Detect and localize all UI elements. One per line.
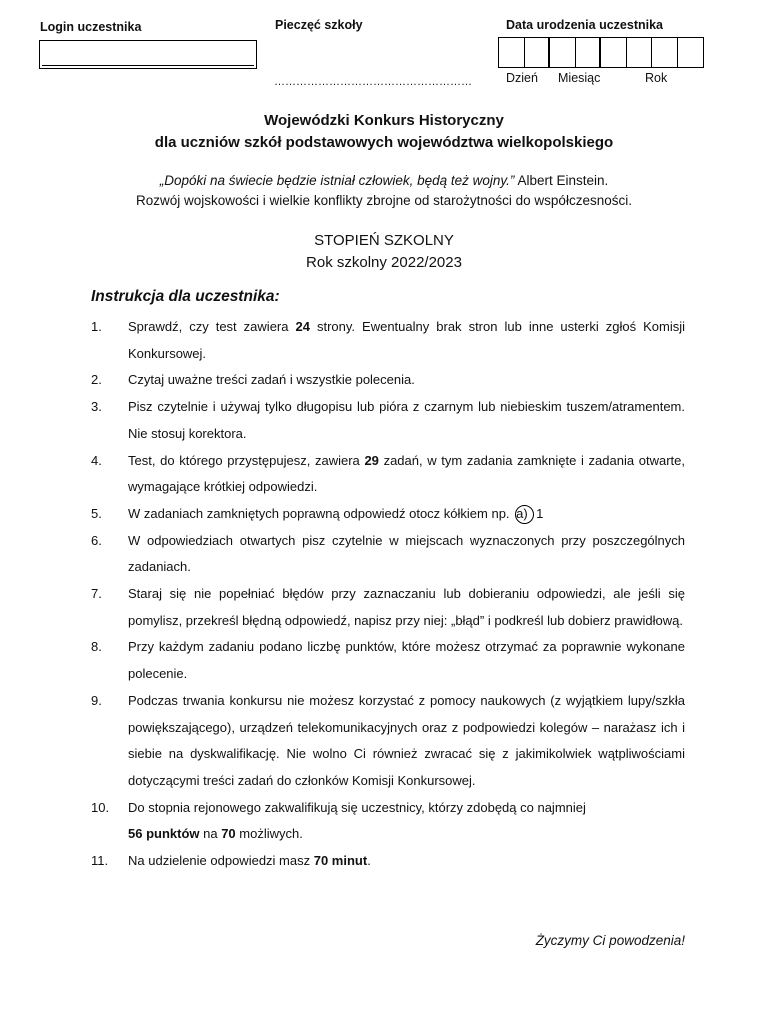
contest-theme: Rozwój wojskowości i wielkie konflikty zbrojne od starożytności do współczesności.: [136, 193, 632, 208]
dob-year-box[interactable]: [652, 38, 678, 67]
instruction-item: 3. Pisz czytelnie i używaj tylko długopisu lub pióra z czarnym lub niebieskim tuszem/atramentem. Nie stosuj korektora.: [91, 399, 685, 441]
stamp-dotted-line: ………………………………………………: [274, 76, 472, 88]
instruction-item: 2. Czytaj uważne treści zadań i wszystkie polecenia.: [91, 372, 415, 388]
login-label: Login uczestnika: [40, 20, 142, 34]
instruction-item: 7. Staraj się nie popełniać błędów przy zaznaczaniu lub dobieraniu odpowiedzi, ale jeśli się pomylisz, przekreśl błędną odpowiedź, napisz przy niej: „błąd” i podkreśl lub dobierz prawidłową.: [91, 586, 685, 628]
circled-answer-example: a): [515, 505, 534, 524]
dob-month-box[interactable]: [550, 38, 576, 67]
instructions-list: [91, 314, 685, 875]
instruction-item: 1. Sprawdź, czy test zawiera 24 strony. Ewentualny brak stron lub inne usterki zgłoś Komisji Konkursowej.: [91, 319, 685, 361]
quote-line: [0, 173, 768, 188]
dob-year-box[interactable]: [601, 38, 627, 67]
instruction-item: 9. Podczas trwania konkursu nie możesz korzystać z pomocy naukowych (z wyjątkiem lupy/szkła powiększającego), urządzeń telekomunikacyjnych oraz z podpowiedzi kolegów – narażasz ich i siebie na dyskwalifikację. Nie wolno Ci również zwracać się z jakimikolwiek wątpliwościami dotyczącymi treści zadań do członków Komisji Konkursowej.: [91, 692, 685, 788]
dob-day-box[interactable]: [499, 38, 525, 67]
dob-boxes[interactable]: [498, 37, 704, 68]
instruction-item: 10. Do stopnia rejonowego zakwalifikują się uczestnicy, którzy zdobędą co najmniej 56 punktów na 70 możliwych.: [91, 799, 586, 842]
instructions-title: Instrukcja dla uczestnika:: [91, 288, 280, 305]
school-year: Rok szkolny 2022/2023: [306, 254, 462, 271]
contest-subtitle: dla uczniów szkół podstawowych województwa wielkopolskiego: [154, 134, 614, 151]
dob-year-label: Rok: [645, 71, 668, 85]
contest-title: Wojewódzki Konkurs Historyczny: [264, 112, 504, 129]
dob-year-box[interactable]: [627, 38, 653, 67]
dob-month-label: Miesiąc: [558, 71, 601, 85]
dob-label: Data urodzenia uczestnika: [506, 18, 663, 32]
instruction-item: 6. W odpowiedziach otwartych pisz czytelnie w miejscach wyznaczonych przy poszczególnych zadaniach.: [91, 532, 685, 575]
dob-year-box[interactable]: [678, 38, 704, 67]
instruction-item: 5. W zadaniach zamkniętych poprawną odpowiedź otocz kółkiem np. a) 1: [91, 501, 685, 528]
dob-day-label: Dzień: [506, 71, 538, 85]
dob-day-box[interactable]: [525, 38, 551, 67]
stage-name: STOPIEŃ SZKOLNY: [314, 232, 454, 249]
quote-text: „Dopóki na świecie będzie istniał człowiek, będą też wojny.”: [159, 173, 515, 188]
dob-month-box[interactable]: [576, 38, 602, 67]
quote-author: Albert Einstein.: [517, 173, 609, 188]
login-field[interactable]: [39, 40, 257, 69]
stamp-label: Pieczęć szkoły: [275, 18, 363, 32]
instruction-item: 11. Na udzielenie odpowiedzi masz 70 minut.: [91, 853, 371, 869]
instruction-item: 8. Przy każdym zadaniu podano liczbę punktów, które możesz otrzymać za poprawnie wykonane polecenie.: [91, 639, 685, 682]
instruction-item: 4. Test, do którego przystępujesz, zawiera 29 zadań, w tym zadania zamknięte i zadania otwarte, wymagające krótkiej odpowiedzi.: [91, 452, 685, 495]
closing-wish: Życzymy Ci powodzenia!: [535, 933, 685, 948]
